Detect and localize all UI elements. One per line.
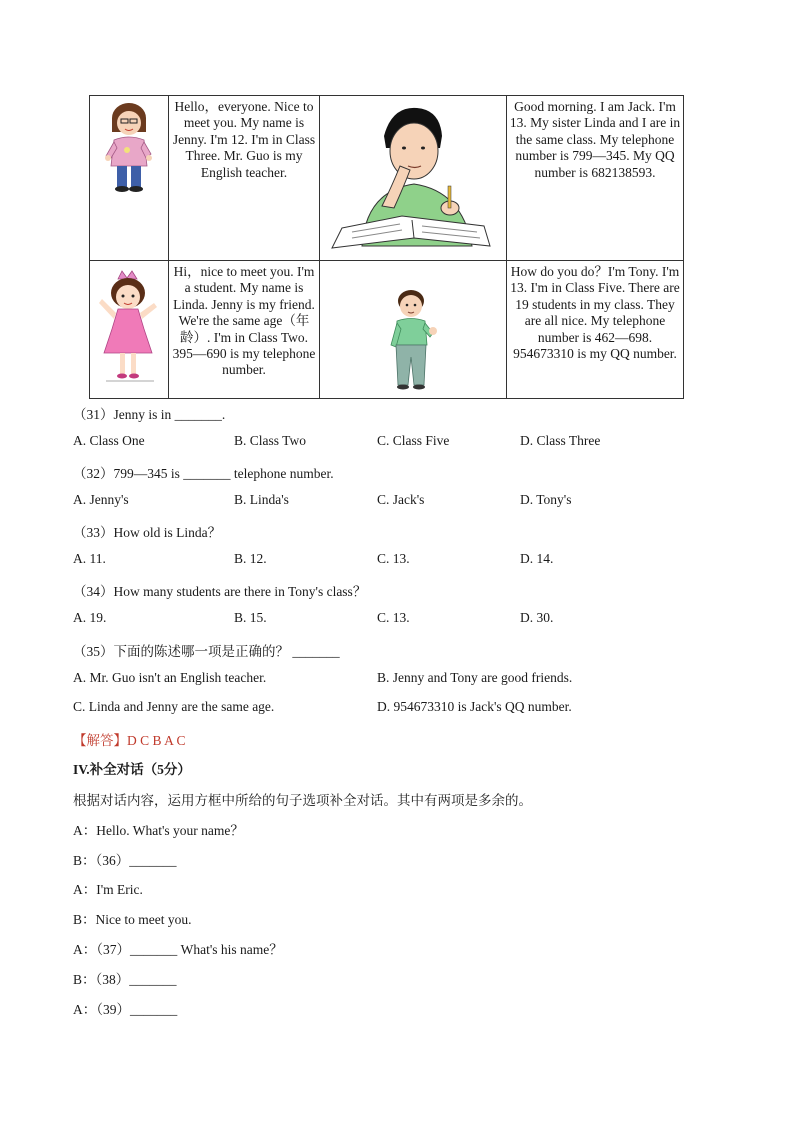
q34-option-d: D. 30.	[520, 610, 554, 625]
question-34: （34）How many students are there in Tony's class？	[73, 584, 367, 599]
q34-option-c: C. 13.	[377, 610, 410, 625]
q33-option-c: C. 13.	[377, 551, 410, 566]
q33-option-a: A. 11.	[73, 551, 106, 566]
q31-option-c: C. Class Five	[377, 433, 450, 448]
linda-illustration	[92, 269, 166, 389]
section-title: IV.补全对话（5分）	[73, 762, 191, 777]
q32-option-d: D. Tony's	[520, 492, 572, 507]
q31-option-b: B. Class Two	[234, 433, 306, 448]
jenny-illustration	[94, 98, 164, 198]
table-row	[90, 96, 684, 261]
linda-text: Hi，nice to meet you. I'm a student. My name is Linda. Jenny is my friend. We're the same age（年龄）. I'm in Class Two. 395—690 is my telephone number.	[172, 264, 316, 378]
jack-text-cell	[507, 96, 684, 261]
dialogue-line: A：（39）_______	[73, 1002, 178, 1017]
jack-illustration	[322, 96, 504, 256]
tony-text-cell	[507, 261, 684, 399]
q33-option-b: B. 12.	[234, 551, 267, 566]
question-33: （33）How old is Linda？	[73, 525, 222, 540]
jenny-text-cell	[169, 96, 320, 261]
q34-option-a: A. 19.	[73, 610, 107, 625]
linda-text-cell	[169, 261, 320, 399]
q34-option-b: B. 15.	[234, 610, 267, 625]
dialogue-line: A：I'm Eric.	[73, 882, 143, 897]
tony-illustration	[383, 287, 443, 391]
q32-option-b: B. Linda's	[234, 492, 289, 507]
jenny-picture	[90, 96, 169, 261]
dialogue-line: B：（38）_______	[73, 972, 177, 987]
dialogue-line: B：Nice to meet you.	[73, 912, 192, 927]
dialogue-line: A：（37）_______ What's his name？	[73, 942, 283, 957]
q35-option-b: B. Jenny and Tony are good friends.	[377, 670, 573, 685]
q33-option-d: D. 14.	[520, 551, 554, 566]
q35-option-a: A. Mr. Guo isn't an English teacher.	[73, 670, 267, 685]
q31-option-d: D. Class Three	[520, 433, 601, 448]
q31-option-a: A. Class One	[73, 433, 145, 448]
q35-option-d: D. 954673310 is Jack's QQ number.	[377, 699, 572, 714]
tony-text: How do you do？I'm Tony. I'm 13. I'm in Class Five. There are 19 students in my class. They are all nice. My telephone number is 462—698. 954673310 is my QQ number.	[510, 264, 680, 362]
table-row	[90, 261, 684, 399]
section-instruction: 根据对话内容，运用方框中所给的句子选项补全对话。其中有两项是多余的。	[73, 793, 532, 808]
answer-key: 【解答】D C B A C	[73, 733, 186, 748]
q32-option-c: C. Jack's	[377, 492, 425, 507]
tony-picture	[320, 261, 507, 399]
reading-table	[89, 95, 684, 399]
question-32: （32）799—345 is _______ telephone number.	[73, 466, 334, 481]
dialogue-line: A：Hello. What's your name？	[73, 823, 244, 838]
q35-option-c: C. Linda and Jenny are the same age.	[73, 699, 275, 714]
jack-text: Good morning. I am Jack. I'm 13. My sister Linda and I are in the same class. My telephone number is 799—345. My QQ number is 682138593.	[509, 99, 681, 180]
q32-option-a: A. Jenny's	[73, 492, 129, 507]
linda-picture	[90, 261, 169, 399]
jack-picture	[320, 96, 507, 261]
question-35: （35）下面的陈述哪一项是正确的？ _______	[73, 644, 340, 659]
jenny-text: Hello，everyone. Nice to meet you. My name is Jenny. I'm 12. I'm in Class Three. Mr. Guo is my English teacher.	[172, 99, 316, 180]
dialogue-line: B：（36）_______	[73, 853, 177, 868]
question-31: （31）Jenny is in _______.	[73, 407, 226, 422]
